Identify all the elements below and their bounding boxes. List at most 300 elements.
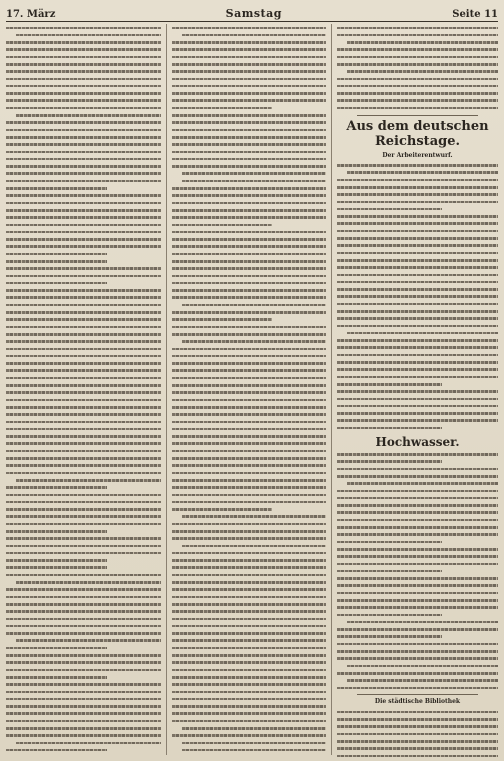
text-line [172,462,326,469]
text-line [337,24,498,31]
text-line [337,502,498,509]
text-line [6,374,161,381]
header-rule [6,21,498,22]
text-line [172,367,326,374]
text-line [337,465,498,472]
text-line [172,725,326,732]
text-line [6,469,161,476]
text-line [6,484,161,491]
text-line [6,294,161,301]
text-line [6,710,161,717]
text-line [6,250,161,257]
text-line [6,206,161,213]
text-line [6,608,161,615]
text-line [337,359,498,366]
text-line [172,513,326,520]
text-line [6,593,161,600]
text-line [6,185,161,192]
text-line [337,183,498,190]
text-line [6,600,161,607]
text-line [172,440,326,447]
header-date: 17. März [6,9,56,20]
text-line [172,236,326,243]
text-line [172,571,326,578]
text-line [172,374,326,381]
text-line [6,272,161,279]
text-line [6,557,161,564]
text-line [172,732,326,739]
column-right-text-hochwasser [337,451,498,692]
text-line [6,652,161,659]
text-line [337,745,498,752]
text-line [172,323,326,330]
text-line [6,39,161,46]
text-line [6,323,161,330]
text-line [6,462,161,469]
text-line [6,739,161,746]
text-line [172,39,326,46]
text-line [337,162,498,169]
text-line [172,272,326,279]
text-line [337,626,498,633]
text-line [172,527,326,534]
text-line [172,338,326,345]
text-line [337,417,498,424]
text-line [6,258,161,265]
text-line [6,265,161,272]
text-line [6,236,161,243]
column-right-text-reichstag [337,162,498,432]
text-line [6,506,161,513]
text-line [337,567,498,574]
text-line [337,366,498,373]
text-line [6,615,161,622]
text-line [337,451,498,458]
text-line [337,308,498,315]
text-line [337,410,498,417]
text-line [6,520,161,527]
text-line [337,509,498,516]
text-line [337,494,498,501]
text-line [172,206,326,213]
text-line [172,484,326,491]
column-middle-text [172,24,326,754]
text-line [6,418,161,425]
text-line [172,82,326,89]
section-divider [357,115,478,116]
text-line [6,360,161,367]
text-line [6,513,161,520]
section-divider [357,694,478,695]
column-middle [172,24,326,757]
text-line [337,220,498,227]
text-line [172,403,326,410]
text-line [337,271,498,278]
text-line [6,425,161,432]
text-line [337,662,498,669]
text-line [6,279,161,286]
text-line [172,141,326,148]
text-line [6,338,161,345]
text-line [6,155,161,162]
text-line [172,476,326,483]
text-line [337,278,498,285]
column-right [337,24,498,757]
text-line [172,608,326,615]
text-line [6,579,161,586]
text-line [172,243,326,250]
text-line [337,344,498,351]
text-line [6,447,161,454]
text-line [172,593,326,600]
text-line [6,31,161,38]
header-page-number: Seite 11 [452,9,498,20]
text-line [172,717,326,724]
text-line [172,46,326,53]
text-line [6,330,161,337]
text-line [172,155,326,162]
text-line [172,600,326,607]
text-line [172,316,326,323]
text-line [337,235,498,242]
text-line [172,411,326,418]
text-line [337,53,498,60]
text-line [6,68,161,75]
text-line [6,644,161,651]
text-line [337,249,498,256]
text-line [337,575,498,582]
text-line [6,75,161,82]
text-line [6,119,161,126]
text-line [6,433,161,440]
bibliothek-heading: Die städtische Bibliothek [374,698,461,706]
text-line [337,46,498,53]
text-line [337,648,498,655]
text-line [172,258,326,265]
text-line [172,360,326,367]
text-line [172,104,326,111]
text-line [6,221,161,228]
text-line [337,604,498,611]
text-line [172,214,326,221]
text-line [172,97,326,104]
text-line [172,695,326,702]
text-line [6,60,161,67]
text-line [6,104,161,111]
text-line [6,455,161,462]
text-line [337,300,498,307]
text-line [6,316,161,323]
text-line [337,553,498,560]
text-line [172,31,326,38]
text-line [337,424,498,431]
text-line [172,352,326,359]
text-line [172,389,326,396]
text-line [172,652,326,659]
text-line [337,480,498,487]
column-right-text-bibliothek [337,708,498,757]
text-line [172,469,326,476]
text-line [337,191,498,198]
text-line [337,213,498,220]
text-line [337,655,498,662]
text-line [172,287,326,294]
text-line [337,104,498,111]
text-line [172,265,326,272]
text-line [337,723,498,730]
text-line [337,380,498,387]
column-left-text [6,24,161,754]
text-line [337,618,498,625]
text-line [6,396,161,403]
text-line [337,640,498,647]
text-line [172,119,326,126]
text-line [337,256,498,263]
text-line [6,476,161,483]
text-line [337,458,498,465]
text-line [172,250,326,257]
text-line [172,185,326,192]
text-line [6,527,161,534]
text-line [6,666,161,673]
column-divider [331,24,332,755]
text-line [337,293,498,300]
hochwasser-heading: Hochwasser. [375,434,460,449]
text-line [337,582,498,589]
text-line [172,228,326,235]
text-line [337,205,498,212]
text-line [6,82,161,89]
text-line [172,163,326,170]
text-line [6,148,161,155]
text-line [6,411,161,418]
text-line [172,506,326,513]
text-line [6,542,161,549]
column-right-text-top [337,24,498,112]
text-line [6,673,161,680]
text-line [337,176,498,183]
text-line [172,418,326,425]
text-line [172,53,326,60]
text-line [337,337,498,344]
text-line [172,24,326,31]
text-line [172,170,326,177]
text-line [6,367,161,374]
text-line [172,425,326,432]
text-line [6,746,161,753]
text-line [337,669,498,676]
text-line [6,571,161,578]
text-line [6,90,161,97]
text-line [172,673,326,680]
text-line [172,659,326,666]
text-line [6,133,161,140]
text-line [6,243,161,250]
text-line [6,141,161,148]
text-line [337,315,498,322]
text-line [6,630,161,637]
text-line [337,730,498,737]
text-line [6,46,161,53]
text-line [172,192,326,199]
text-line [337,752,498,757]
text-line [6,681,161,688]
text-line [172,542,326,549]
text-line [6,389,161,396]
text-line [172,644,326,651]
text-line [6,112,161,119]
text-line [6,622,161,629]
text-line [172,549,326,556]
text-line [337,286,498,293]
reichstag-subheading: Der Arbeiterentwurf. [382,151,453,159]
text-line [6,163,161,170]
text-line [337,589,498,596]
text-line [6,549,161,556]
text-line [172,564,326,571]
text-line [337,75,498,82]
text-line [337,472,498,479]
text-line [6,732,161,739]
text-line [6,345,161,352]
text-line [337,169,498,176]
text-line [337,329,498,336]
text-line [172,90,326,97]
text-line [172,681,326,688]
text-line [172,396,326,403]
text-line [6,192,161,199]
text-line [172,279,326,286]
text-line [6,177,161,184]
text-line [6,301,161,308]
text-line [172,199,326,206]
text-line [337,684,498,691]
text-line [337,560,498,567]
text-line [172,433,326,440]
text-line [172,301,326,308]
text-line [337,227,498,234]
text-line [172,535,326,542]
text-line [6,491,161,498]
text-line [172,579,326,586]
text-line [337,351,498,358]
text-line [172,60,326,67]
text-line [172,622,326,629]
text-line [6,440,161,447]
text-line [172,382,326,389]
text-line [337,373,498,380]
text-line [172,630,326,637]
text-line [6,170,161,177]
text-line [337,198,498,205]
text-line [6,695,161,702]
text-line [172,455,326,462]
text-line [172,703,326,710]
text-line [172,294,326,301]
text-line [172,221,326,228]
text-line [337,82,498,89]
text-line [172,177,326,184]
text-line [337,322,498,329]
text-line [172,345,326,352]
text-line [337,677,498,684]
text-line [6,382,161,389]
reichstag-heading: Aus dem deutschen Reichstage. [346,118,489,149]
text-line [172,491,326,498]
text-line [6,659,161,666]
text-line [172,637,326,644]
text-line [172,710,326,717]
text-line [6,535,161,542]
column-left [6,24,161,757]
text-line [337,633,498,640]
header-title: Samstag [225,7,282,20]
text-line [337,90,498,97]
text-line [172,739,326,746]
text-line [337,716,498,723]
text-line [172,746,326,753]
text-line [337,395,498,402]
text-line [172,112,326,119]
text-line [337,708,498,715]
text-line [6,53,161,60]
text-line [6,564,161,571]
text-line [172,68,326,75]
text-line [6,228,161,235]
text-line [6,214,161,221]
text-line [337,596,498,603]
text-line [172,520,326,527]
text-line [6,725,161,732]
text-line [337,264,498,271]
text-line [172,330,326,337]
text-line [337,39,498,46]
text-line [337,242,498,249]
text-line [172,148,326,155]
text-line [172,309,326,316]
text-line [6,403,161,410]
text-line [337,611,498,618]
text-line [6,352,161,359]
text-line [6,637,161,644]
text-line [337,516,498,523]
text-line [337,402,498,409]
text-line [172,498,326,505]
text-line [172,126,326,133]
text-line [6,24,161,31]
text-line [172,586,326,593]
text-line [6,97,161,104]
text-line [6,586,161,593]
text-line [172,688,326,695]
text-line [172,133,326,140]
text-line [337,388,498,395]
text-line [337,487,498,494]
text-line [6,199,161,206]
text-line [6,309,161,316]
text-line [6,717,161,724]
text-line [337,538,498,545]
text-line [337,524,498,531]
text-line [172,75,326,82]
text-line [6,126,161,133]
text-line [337,738,498,745]
text-line [337,60,498,67]
page-header [6,6,498,20]
text-line [337,31,498,38]
text-line [6,688,161,695]
text-line [337,97,498,104]
